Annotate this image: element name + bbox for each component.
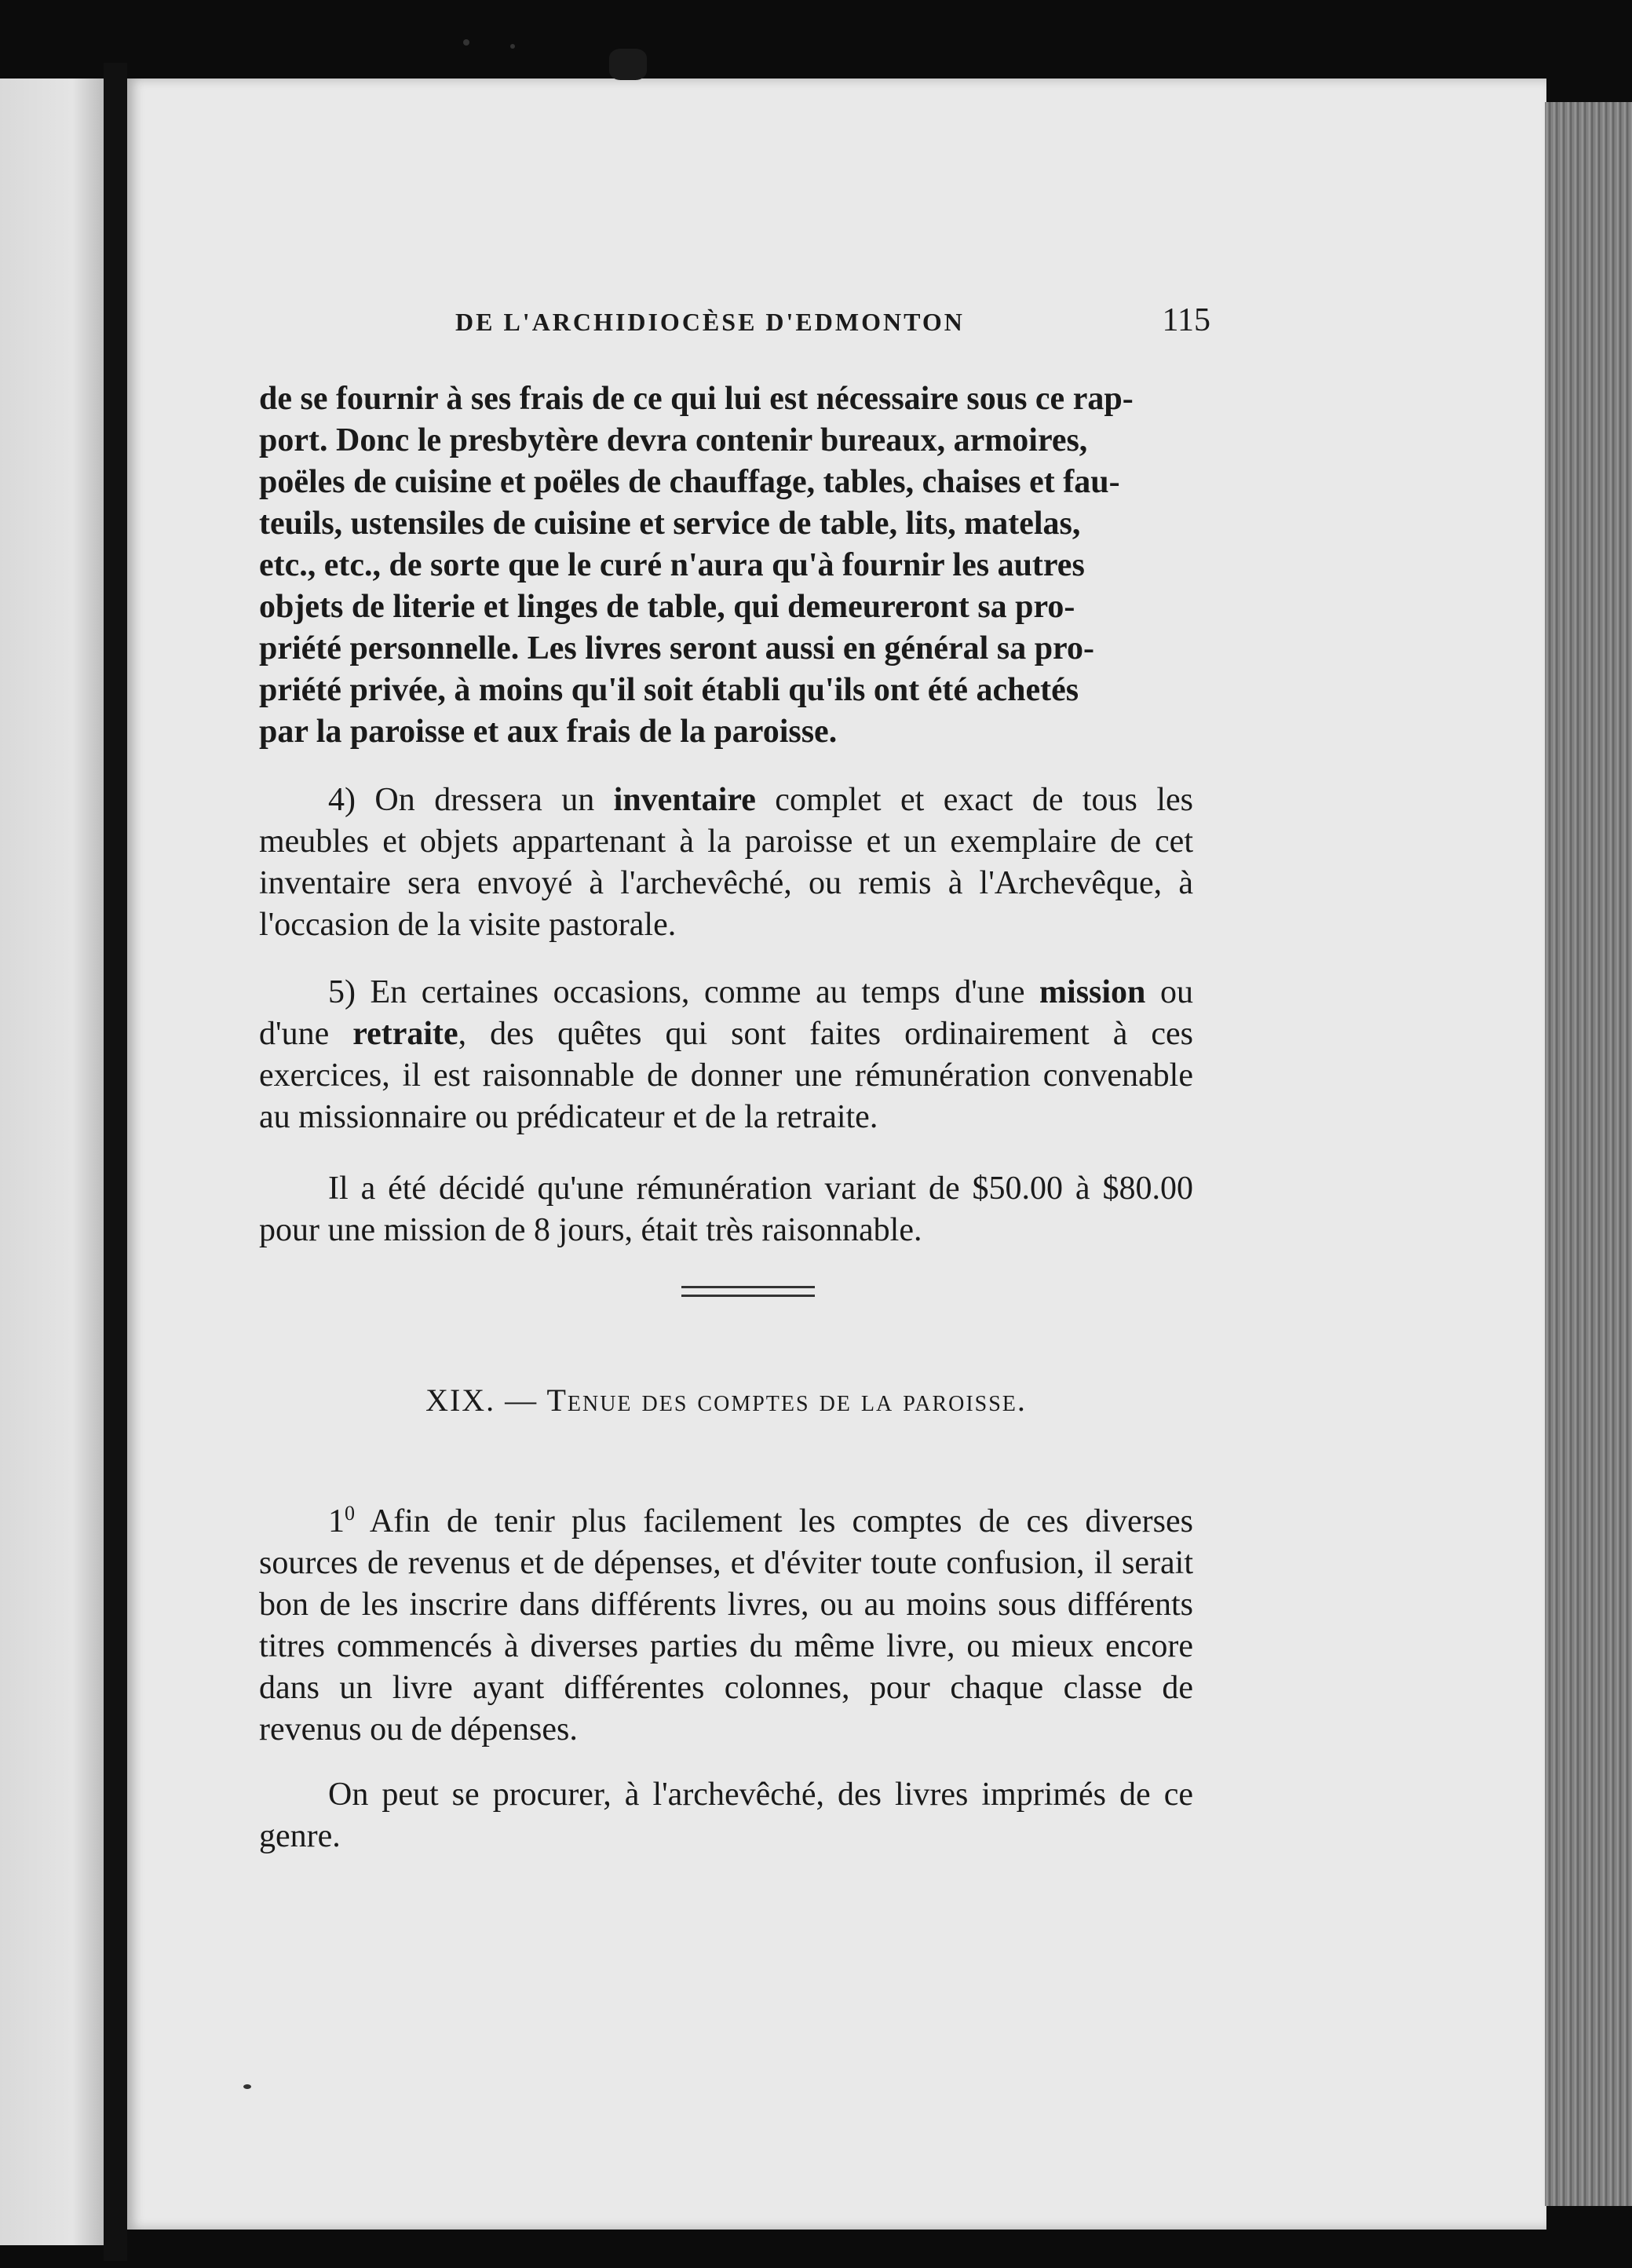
text-line: objets de literie et linges de table, qui demeureront sa pro- <box>259 589 1075 625</box>
scan-speck <box>243 2084 251 2089</box>
paragraph-text: Il a été décidé qu'une rémunération variant de $50.00 à $80.00 pour une mission de 8 jours, était très raisonnable. <box>259 1171 1193 1248</box>
text-run: 4) On dressera un <box>328 782 614 818</box>
section-separator <box>681 1286 815 1303</box>
scan-speck <box>463 39 469 46</box>
scan-speck <box>510 44 515 49</box>
text-line: priété personnelle. Les livres seront aussi en général sa pro- <box>259 630 1094 667</box>
paragraph-text <box>259 972 1193 1138</box>
text-run: ou d'une <box>259 974 1193 1052</box>
text-run: 5) En certaines occasions, comme au temps d'une <box>328 974 1040 1010</box>
scan-smudge <box>609 49 647 80</box>
text-line: de se fournir à ses frais de ce qui lui est nécessaire sous ce rap- <box>259 381 1134 417</box>
text-line: teuils, ustensiles de cuisine et service de table, lits, matelas, <box>259 506 1081 542</box>
text-line: priété privée, à moins qu'il soit établi qu'ils ont été achetés <box>259 672 1079 708</box>
paragraph-text <box>259 780 1193 946</box>
book-spine <box>104 63 127 2261</box>
bold-term-retraite: retraite <box>352 1016 458 1052</box>
text-line: poëles de cuisine et poëles de chauffage, tables, chaises et fau- <box>259 464 1120 500</box>
item-number: 1 <box>328 1503 345 1539</box>
bold-term-inventaire: inventaire <box>613 782 756 818</box>
running-head: DE L'ARCHIDIOCÈSE D'EDMONTON <box>455 308 965 336</box>
text-run: Afin de tenir plus facilement les comptes de ces diverses sources de revenus et de dépenses, et d'éviter toute confusion, il serait bon de les inscrire dans différents livres, ou au moins sous différents titres commencés à diverses parties du même livre, ou mieux encore dans un livre ayant différentes colonnes, pour chaque classe de revenus ou de dépenses. <box>259 1503 1193 1748</box>
paragraph-decision <box>259 1168 1193 1251</box>
bold-term-mission: mission <box>1039 974 1146 1010</box>
text-line: par la paroisse et aux frais de la paroisse. <box>259 714 838 750</box>
paragraph-mission <box>259 972 1193 1138</box>
text-line: etc., etc., de sorte que le curé n'aura qu'à fournir les autres <box>259 547 1085 583</box>
paragraph-inventory <box>259 780 1193 946</box>
paragraph-accounts <box>259 1501 1193 1751</box>
separator-rule <box>681 1286 815 1288</box>
separator-rule <box>681 1295 815 1297</box>
section-heading: XIX. — Tenue des comptes de la paroisse. <box>425 1382 1027 1418</box>
page-edges <box>1545 102 1632 2206</box>
text-run: , des quêtes qui sont faites ordinairement à ces exercices, il est raisonnable de donner une rémunération convenable au missionnaire ou prédicateur et de la retraite. <box>259 1016 1193 1135</box>
paragraph-text <box>259 1501 1193 1751</box>
item-number-superscript: 0 <box>345 1502 355 1525</box>
left-page-edge <box>0 79 104 2245</box>
page-number: 115 <box>1162 302 1210 338</box>
paragraph-text: On peut se procurer, à l'archevêché, des livres imprimés de ce genre. <box>259 1777 1193 1854</box>
text-line: port. Donc le presbytère devra contenir bureaux, armoires, <box>259 422 1088 458</box>
paragraph-printed-books <box>259 1774 1193 1857</box>
text-run: complet et exact de tous les meubles et objets appartenant à la paroisse et un exemplaire de cet inventaire sera envoyé à l'archevêché, ou remis à l'Archevêque, à l'occasion de la visite pastorale. <box>259 782 1193 943</box>
paragraph-continuation <box>259 378 1193 753</box>
